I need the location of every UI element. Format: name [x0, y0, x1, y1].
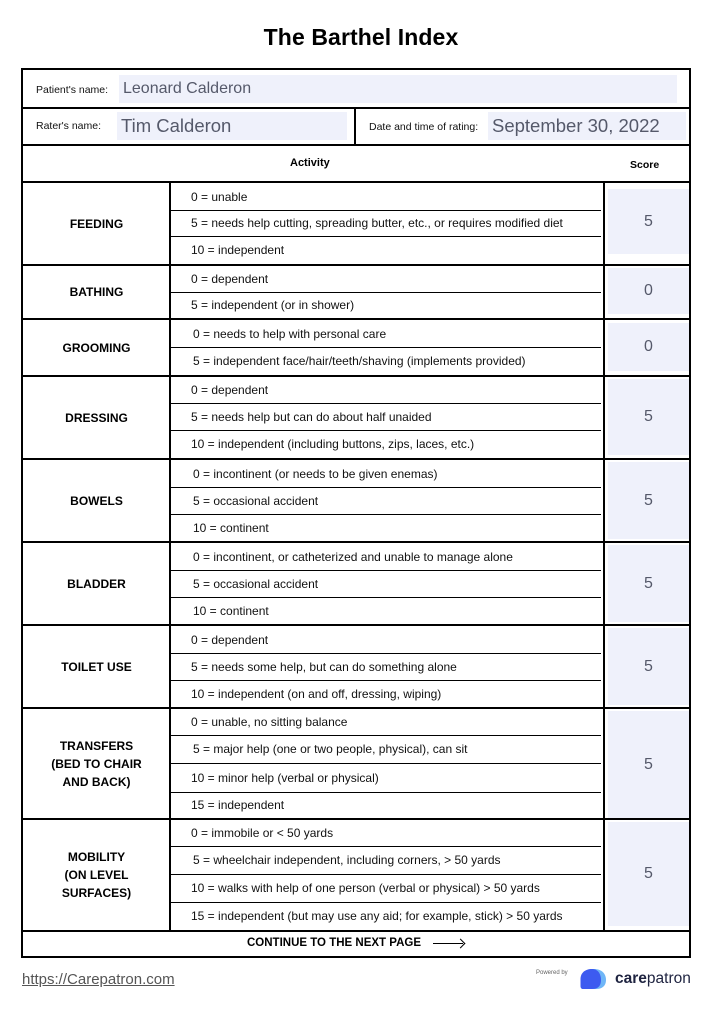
- patient-name-label: Patient's name:: [36, 84, 109, 96]
- option: 5 = independent (or in shower): [191, 298, 355, 312]
- rater-name-field[interactable]: Tim Calderon: [117, 112, 347, 140]
- activity-toilet-use: TOILET USE: [61, 659, 132, 674]
- patient-name-field[interactable]: Leonard Calderon: [119, 75, 677, 103]
- activity-transfers-line: (BED TO CHAIR: [51, 756, 142, 771]
- activity-transfers: [23, 709, 170, 818]
- option: 10 = independent (including buttons, zips, laces, etc.): [191, 437, 475, 451]
- barthel-table: [21, 68, 691, 958]
- score-dressing[interactable]: 5: [608, 379, 689, 455]
- activity-dressing: DRESSING: [65, 410, 128, 425]
- option: 0 = dependent: [191, 272, 269, 286]
- option: 5 = needs some help, but can do something alone: [191, 659, 457, 674]
- page-title: The Barthel Index: [263, 24, 459, 50]
- option: 0 = incontinent (or needs to be given enemas): [193, 466, 438, 481]
- score-bathing[interactable]: 0: [608, 268, 689, 314]
- option: 5 = independent face/hair/teeth/shaving (implements provided): [193, 354, 526, 368]
- option: 5 = occasional accident: [193, 493, 319, 508]
- score-bowels[interactable]: 5: [608, 462, 689, 539]
- option: 5 = needs help cutting, spreading butter, etc., or requires modified diet: [191, 216, 563, 230]
- activity-feeding: FEEDING: [69, 217, 124, 231]
- continue-next-page[interactable]: [23, 930, 689, 956]
- option: 10 = independent: [191, 243, 285, 257]
- activity-mobility-line: SURFACES): [61, 886, 132, 900]
- option: 0 = dependent: [191, 632, 269, 647]
- carepatron-link[interactable]: https://Carepatron.com: [22, 971, 175, 988]
- brand-rest: patron: [646, 970, 691, 987]
- activity-mobility: [23, 820, 170, 930]
- activity-bowels: BOWELS: [70, 493, 123, 508]
- activity-header: Activity: [290, 157, 330, 169]
- option: 15 = independent: [191, 798, 285, 812]
- divider: [354, 108, 356, 144]
- rater-name-label: Rater's name:: [36, 120, 102, 132]
- arrow-right-icon: [433, 938, 465, 948]
- option: 15 = independent (but may use any aid; for example, stick) > 50 yards: [191, 909, 563, 923]
- activity-transfers-line: AND BACK): [62, 774, 131, 789]
- option: 0 = needs to help with personal care: [193, 326, 387, 341]
- activity-mobility-line: MOBILITY: [67, 850, 126, 864]
- option: 10 = minor help (verbal or physical): [191, 770, 379, 785]
- option: 0 = unable, no sitting balance: [191, 715, 348, 729]
- continue-label: CONTINUE TO THE NEXT PAGE: [246, 937, 421, 949]
- brand-bold: care: [615, 970, 647, 987]
- option: 5 = needs help but can do about half unaided: [191, 409, 432, 424]
- score-transfers[interactable]: 5: [608, 711, 689, 818]
- option: 10 = continent: [193, 520, 269, 535]
- option: 5 = wheelchair independent, including corners, > 50 yards: [193, 853, 501, 867]
- score-header: Score: [630, 159, 660, 171]
- score-mobility[interactable]: 5: [608, 822, 689, 926]
- option: 5 = major help (one or two people, physical), can sit: [193, 742, 468, 756]
- score-feeding[interactable]: 5: [608, 189, 689, 254]
- option: 0 = dependent: [191, 383, 269, 397]
- carepatron-logo-icon: [580, 967, 616, 991]
- rating-date-label: Date and time of rating:: [369, 121, 479, 133]
- option: 0 = incontinent, or catheterized and unable to manage alone: [193, 549, 513, 564]
- carepatron-brand: [615, 970, 691, 988]
- divider: [23, 144, 689, 146]
- rating-date-field[interactable]: September 30, 2022: [488, 112, 686, 140]
- option: 0 = immobile or < 50 yards: [191, 826, 334, 840]
- activity-transfers-line: TRANSFERS: [59, 738, 134, 753]
- score-grooming[interactable]: 0: [608, 323, 689, 371]
- activity-bathing: BATHING: [69, 285, 124, 299]
- option: 10 = independent (on and off, dressing, wiping): [191, 686, 442, 701]
- score-toilet-use[interactable]: 5: [608, 628, 689, 705]
- powered-by-label: Powered by: [536, 970, 568, 976]
- activity-bladder: BLADDER: [67, 576, 126, 591]
- option: 5 = occasional accident: [193, 576, 319, 591]
- divider: [23, 107, 689, 109]
- option: 10 = continent: [193, 603, 269, 618]
- option: 0 = unable: [191, 189, 248, 204]
- activity-grooming: GROOMING: [62, 340, 131, 355]
- option: 10 = walks with help of one person (verbal or physical) > 50 yards: [191, 881, 540, 895]
- activity-mobility-line: (ON LEVEL: [64, 868, 129, 882]
- score-bladder[interactable]: 5: [608, 545, 689, 622]
